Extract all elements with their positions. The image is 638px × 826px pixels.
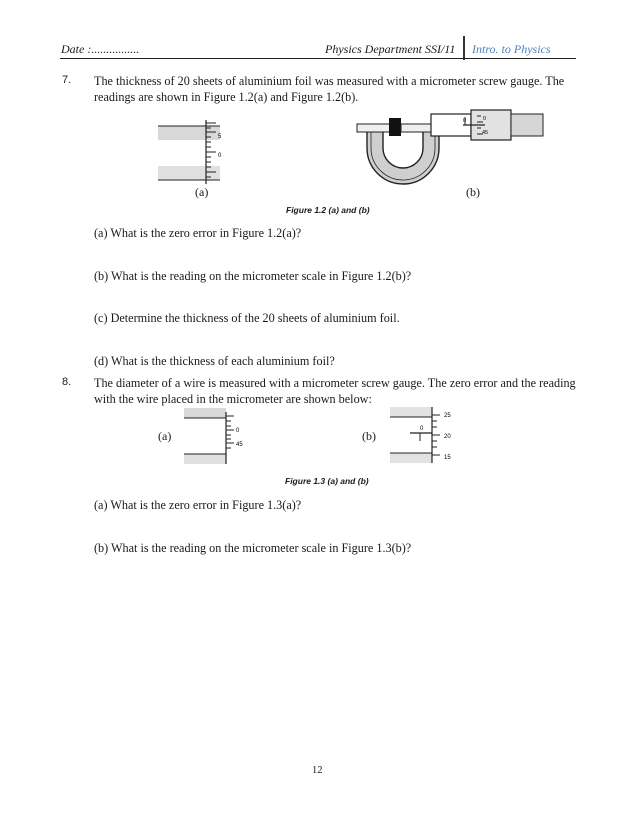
question-7c: (c) Determine the thickness of the 20 sheets of aluminium foil. <box>94 311 400 325</box>
question-8-number: 8. <box>62 376 72 388</box>
header-date: Date :................ <box>61 42 140 56</box>
header-rule <box>60 58 576 59</box>
question-7-text: The thickness of 20 sheets of aluminium foil was measured with a micrometer screw gauge. The readings are shown in Figure 1.2(a) and Figure 1.2(b). <box>94 74 565 104</box>
question-7a: (a) What is the zero error in Figure 1.2(a)? <box>94 226 302 240</box>
fig-1-2b-sleeve-0: 0 <box>463 118 467 124</box>
page-number: 12 <box>312 765 323 776</box>
frame <box>367 126 439 184</box>
figure-1-2-caption: Figure 1.2 (a) and (b) <box>286 205 370 215</box>
question-7-number: 7. <box>62 74 72 86</box>
fig-1-3b-label-25: 25 <box>444 413 451 419</box>
spindle <box>401 124 431 132</box>
header-course: Intro. to Physics <box>472 42 551 56</box>
figure-1-3b-label: (b) <box>362 429 376 443</box>
figure-1-2b-micrometer <box>355 108 545 198</box>
header-department: Physics Department SSI/11 <box>325 42 456 56</box>
fig-1-3a-label-45: 45 <box>236 442 243 448</box>
fig-1-3b-sleeve-0: 0 <box>420 426 424 432</box>
fig-1-3a-label-0: 0 <box>236 428 240 434</box>
header-separator <box>463 36 465 60</box>
fig-1-3b-label-20: 20 <box>444 434 451 440</box>
figure-1-2b-label: (b) <box>466 185 480 199</box>
anvil <box>158 166 220 180</box>
fig-1-2a-label-5: 5 <box>218 134 222 140</box>
question-8-text: The diameter of a wire is measured with a micrometer screw gauge. The zero error and the reading with the wire placed in the micrometer are shown below: <box>94 376 576 406</box>
fig-1-3b-label-15: 15 <box>444 455 451 461</box>
ratchet <box>511 114 543 136</box>
question-8a: (a) What is the zero error in Figure 1.3(a)? <box>94 498 302 512</box>
fig-1-2b-thimble-0: 0 <box>483 116 487 122</box>
question-7b: (b) What is the reading on the micrometer scale in Figure 1.2(b)? <box>94 269 412 283</box>
anvil <box>389 118 401 136</box>
figure-1-3-caption: Figure 1.3 (a) and (b) <box>285 476 369 486</box>
figure-1-2a-label: (a) <box>195 185 209 199</box>
figure-1-3a-micrometer <box>184 408 264 466</box>
fig-1-2a-label-0: 0 <box>218 153 222 159</box>
question-7d: (d) What is the thickness of each aluminium foil? <box>94 354 335 368</box>
figure-1-2a-micrometer <box>158 118 258 188</box>
figure-1-3a-label: (a) <box>158 429 172 443</box>
question-8b: (b) What is the reading on the micrometer scale in Figure 1.3(b)? <box>94 541 412 555</box>
fig-1-2b-thimble-45: 45 <box>482 130 489 136</box>
figure-1-3b-micrometer <box>390 405 480 467</box>
